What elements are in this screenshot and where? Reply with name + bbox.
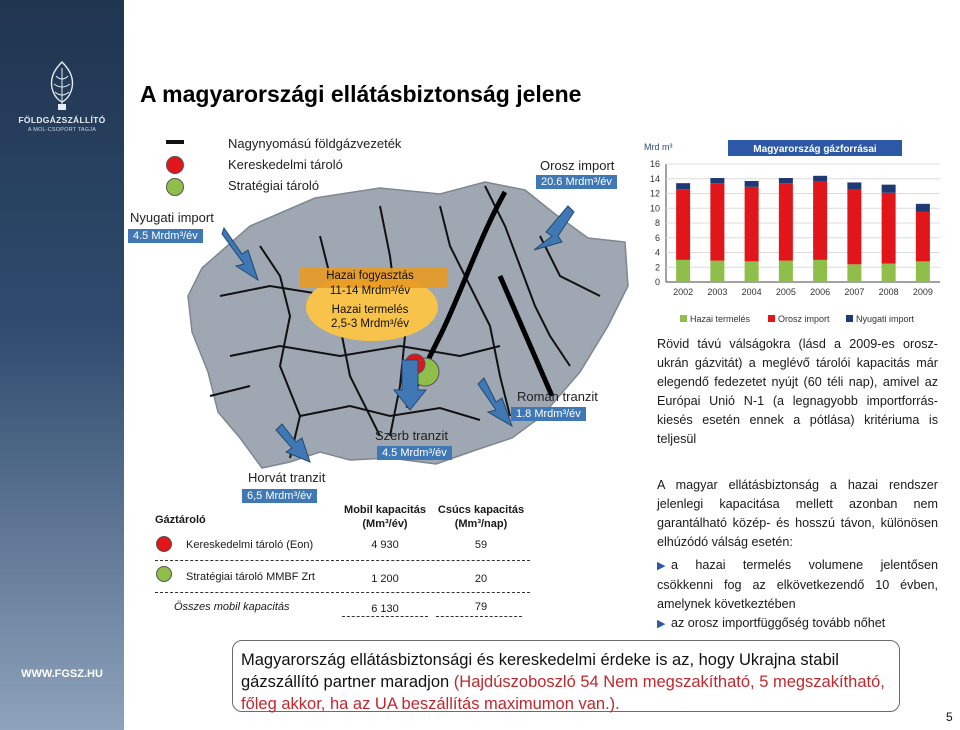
sidebar — [0, 0, 124, 730]
x-tick-label: 2008 — [878, 287, 899, 297]
company-logo — [12, 58, 112, 133]
table-row-peak: 59 — [474, 539, 488, 551]
paragraph-long-term: A magyar ellátásbiztonság a hazai rendszer jelenlegi kapacitása mellett azonban nem garantálható közép- és hosszú távon, különösen elhúzódó válság esetén: — [657, 478, 938, 549]
x-tick-label: 2002 — [673, 287, 694, 297]
serbian-transit-value: 4.5 Mrdm³/év — [377, 446, 452, 460]
table-total-divider — [436, 616, 522, 617]
bar-segment — [676, 183, 690, 189]
y-tick-label: 2 — [654, 262, 660, 273]
gas-sources-chart — [640, 138, 946, 330]
bar-segment — [813, 260, 827, 282]
commercial-legend-marker — [166, 156, 184, 174]
bar-segment — [847, 182, 861, 189]
table-header-mobile: Mobil kapacitás (Mm³/év) — [344, 504, 426, 530]
consumption-value: 11-14 Mrdm³/év — [329, 285, 411, 297]
bar-segment — [882, 185, 896, 193]
legend-label: Nyugati import — [856, 314, 915, 324]
table-row-mobile: 4 930 — [371, 539, 399, 551]
table-header-storage: Gáztároló — [155, 514, 206, 526]
russian-import-label: Orosz import — [540, 158, 615, 173]
pipeline-legend-marker — [166, 140, 184, 144]
legend-label: Hazai termelés — [690, 314, 751, 324]
table-row-mobile: 1 200 — [371, 573, 399, 585]
legend-commercial: Kereskedelmi tároló — [228, 157, 343, 172]
commercial-storage-icon — [156, 536, 172, 552]
bar-segment — [813, 182, 827, 260]
bar-segment — [882, 264, 896, 282]
y-tick-label: 8 — [654, 218, 660, 228]
website-link[interactable]: WWW.FGSZ.HU — [21, 668, 103, 680]
bar-segment — [779, 183, 793, 260]
production-label: Hazai termelés — [331, 304, 409, 316]
west-import-value: 4.5 Mrdm³/év — [128, 229, 203, 243]
romanian-transit-label: Román tranzit — [517, 389, 598, 404]
consumption-label: Hazai fogyasztás — [326, 270, 414, 282]
y-tick-label: 16 — [649, 159, 660, 169]
x-tick-label: 2003 — [707, 287, 728, 297]
table-row-name: Kereskedelmi tároló (Eon) — [186, 539, 314, 551]
serbian-transit-label: Szerb tranzit — [375, 428, 448, 443]
page-number: 5 — [946, 710, 953, 724]
bar-segment — [779, 178, 793, 183]
bar-segment — [745, 181, 759, 187]
croatian-transit-value: 6,5 Mrdm³/év — [242, 489, 317, 503]
conclusion-note: (Hajdúszoboszló 54 Nem megszakítható, 5 megszakítható, főleg akkor, ha az UA beszállítás maximumon van.). — [241, 673, 885, 713]
bar-segment — [813, 176, 827, 182]
west-import-label: Nyugati import — [130, 210, 214, 225]
table-divider — [155, 592, 530, 593]
bar-segment — [710, 178, 724, 183]
x-tick-label: 2005 — [775, 287, 796, 297]
bullet-arrow-icon: ▶ — [657, 560, 666, 572]
croatian-transit-label: Horvát tranzit — [248, 470, 326, 485]
strategic-storage-icon — [156, 566, 172, 582]
paragraph-short-term: Rövid távú válságokra (lásd a 2009-es orosz-ukrán gázvitát) a meglévő tárolói kapacitás már elegendő fedezetet nyújt (60 téli nap), amivel az Európai Unió N-1 (a legnagyobb importforrás-kiesés esetén ennek a pótlása) kritériuma is teljesül — [657, 337, 938, 446]
torch-logo-icon — [40, 58, 84, 112]
x-tick-label: 2009 — [912, 287, 933, 297]
table-total-peak: 79 — [474, 601, 488, 613]
table-total-mobile: 6 130 — [371, 603, 399, 615]
logo-name: FÖLDGÁZSZÁLLÍTÓ — [18, 115, 106, 125]
x-tick-label: 2004 — [741, 287, 762, 297]
bullet-arrow-icon: ▶ — [657, 618, 666, 630]
bar-segment — [882, 193, 896, 264]
legend-strategic: Stratégiai tároló — [228, 178, 320, 193]
chart-unit-label: Mrd m³ — [644, 142, 673, 152]
bar-segment — [916, 204, 930, 212]
table-total-divider — [342, 616, 428, 617]
y-tick-label: 0 — [654, 277, 660, 287]
legend-swatch — [846, 315, 853, 322]
bullet-text: a hazai termelés volumene jelentősen csökkenni fog az elkövetkezendő 10 évben, amelynek következtében — [657, 558, 938, 611]
bar-segment — [745, 261, 759, 282]
y-tick-label: 4 — [654, 247, 660, 258]
table-row-peak: 20 — [474, 573, 488, 585]
romanian-transit-value: 1.8 Mrdm³/év — [511, 407, 586, 421]
logo-subtitle: A MOL-CSOPORT TAGJA — [27, 127, 97, 133]
y-tick-label: 12 — [649, 188, 660, 199]
bullet-item — [657, 614, 938, 634]
bar-segment — [916, 261, 930, 282]
bullet-item — [657, 556, 938, 614]
bar-segment — [710, 261, 724, 282]
strategic-legend-marker — [166, 178, 184, 196]
legend-swatch — [768, 315, 775, 322]
table-divider — [155, 560, 530, 561]
legend-swatch — [680, 315, 687, 322]
bar-segment — [916, 212, 930, 261]
page-title: A magyarországi ellátásbiztonság jelene — [140, 81, 582, 107]
conclusion-box — [232, 640, 900, 712]
russian-import-value: 20.6 Mrdm³/év — [536, 175, 617, 189]
y-tick-label: 6 — [654, 232, 660, 243]
y-tick-label: 14 — [649, 173, 660, 184]
chart-title: Magyarország gázforrásai — [753, 144, 877, 155]
bar-segment — [847, 190, 861, 264]
legend-pipeline: Nagynyomású földgázvezeték — [228, 136, 402, 151]
conclusion-text: Magyarország ellátásbiztonsági és kereskedelmi érdeke is az, hogy Ukrajna stabil gázszállító partner maradjon — [241, 651, 839, 691]
bar-segment — [710, 183, 724, 260]
table-header-peak: Csúcs kapacitás (Mm³/nap) — [437, 504, 525, 530]
bullet-text: az orosz importfüggőség tovább nőhet — [671, 616, 886, 630]
bar-segment — [676, 260, 690, 282]
production-value: 2,5-3 Mrdm³/év — [331, 318, 409, 330]
bar-segment — [676, 189, 690, 260]
y-tick-label: 10 — [649, 203, 660, 214]
x-tick-label: 2006 — [810, 287, 831, 297]
bar-segment — [745, 187, 759, 261]
bar-segment — [779, 261, 793, 282]
x-tick-label: 2007 — [844, 287, 865, 297]
table-row-name: Stratégiai tároló MMBF Zrt — [186, 571, 315, 583]
bar-segment — [847, 264, 861, 282]
table-total-name: Összes mobil kapacitás — [174, 601, 290, 613]
legend-label: Orosz import — [778, 314, 830, 324]
